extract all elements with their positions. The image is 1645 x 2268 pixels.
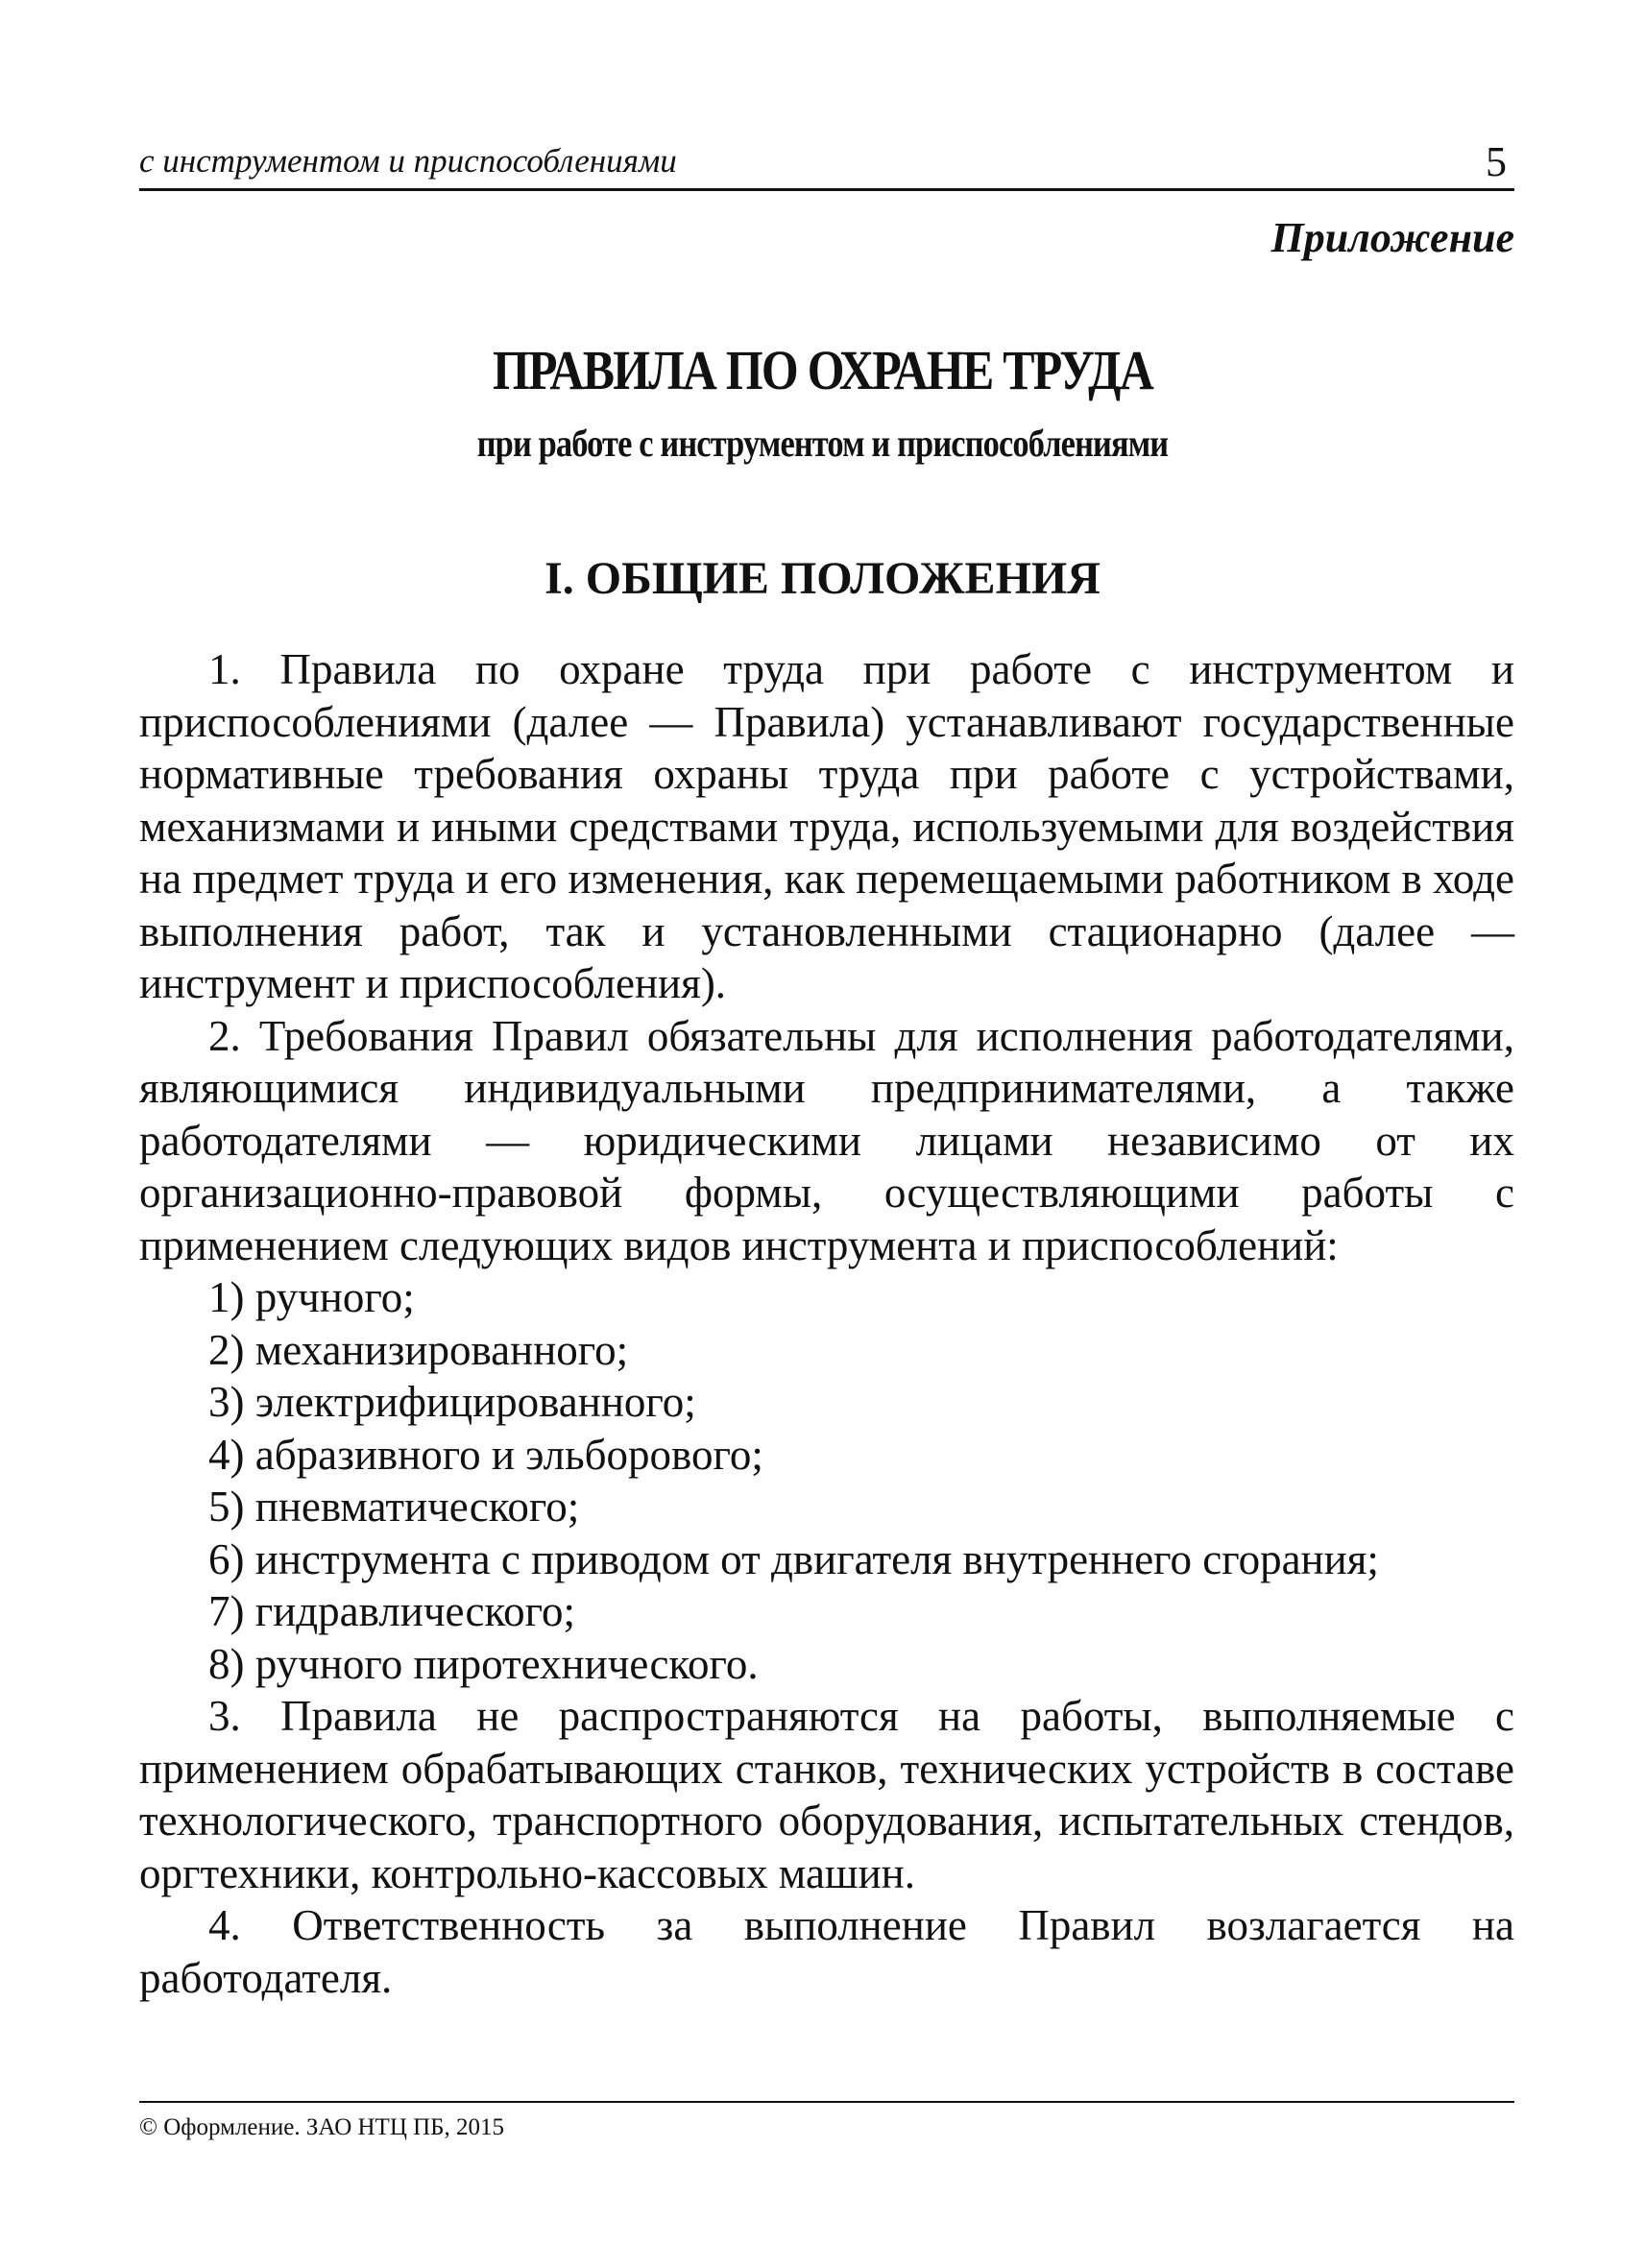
copyright-notice: © Оформление. ЗАО НТЦ ПБ, 2015 [139, 2114, 505, 2140]
document-subtitle: при работе с инструментом и приспособлениями [476, 422, 1169, 465]
paragraph-2: 2. Требования Правил обязательны для исполнения работодателями, являющимися индивидуальными предпринимателями, а также работодателями — юридическими лицами независимо от их организационно-правовой формы, осуществляющими работы с применением следующих видов инструмента и приспособлений: [139, 1011, 1514, 1269]
section-heading: I. ОБЩИЕ ПОЛОЖЕНИЯ [544, 553, 1101, 604]
body-text [139, 643, 1514, 2004]
list-item: 4) абразивного и эльборового; [208, 1430, 763, 1479]
appendix-label: Приложение [1270, 214, 1514, 261]
list-item: 5) пневматического; [208, 1483, 580, 1531]
tool-types-list [139, 1271, 1514, 1690]
paragraph-1: 1. Правила по охране труда при работе с инструментом и приспособлениями (далее — Правила) устанавливают государственные нормативные требования охраны труда при работе с устройствами, механизмами и иными средствами труда, используемыми для воздействия на предмет труда и его изменения, как перемещаемыми работником в ходе выполнения работ, так и установленными стационарно (далее — инструмент и приспособления). [139, 645, 1514, 1007]
running-title: с инструментом и приспособлениями [139, 142, 677, 180]
list-item: 7) гидравлического; [208, 1587, 575, 1635]
list-item: 1) ручного; [208, 1273, 415, 1321]
paragraph-4: 4. Ответственность за выполнение Правил возлагается на работодателя. [139, 1901, 1514, 2002]
list-item: 2) механизированного; [208, 1325, 629, 1374]
page-footer [139, 2101, 1514, 2141]
running-header [139, 134, 1514, 191]
list-item: 6) инструмента с приводом от двигателя внутреннего сгорания; [208, 1534, 1379, 1583]
list-item: 3) электрифицированного; [208, 1378, 696, 1426]
list-item: 8) ручного пиротехнического. [208, 1639, 759, 1688]
document-title: ПРАВИЛА ПО ОХРАНЕ ТРУДА [492, 339, 1153, 401]
paragraph-3: 3. Правила не распространяются на работы, выполняемые с применением обрабатывающих станков, технических устройств в составе технологического, транспортного оборудования, испытательных стендов, оргтехники, контрольно-кассовых машин. [139, 1692, 1514, 1897]
page-number: 5 [1486, 138, 1507, 185]
